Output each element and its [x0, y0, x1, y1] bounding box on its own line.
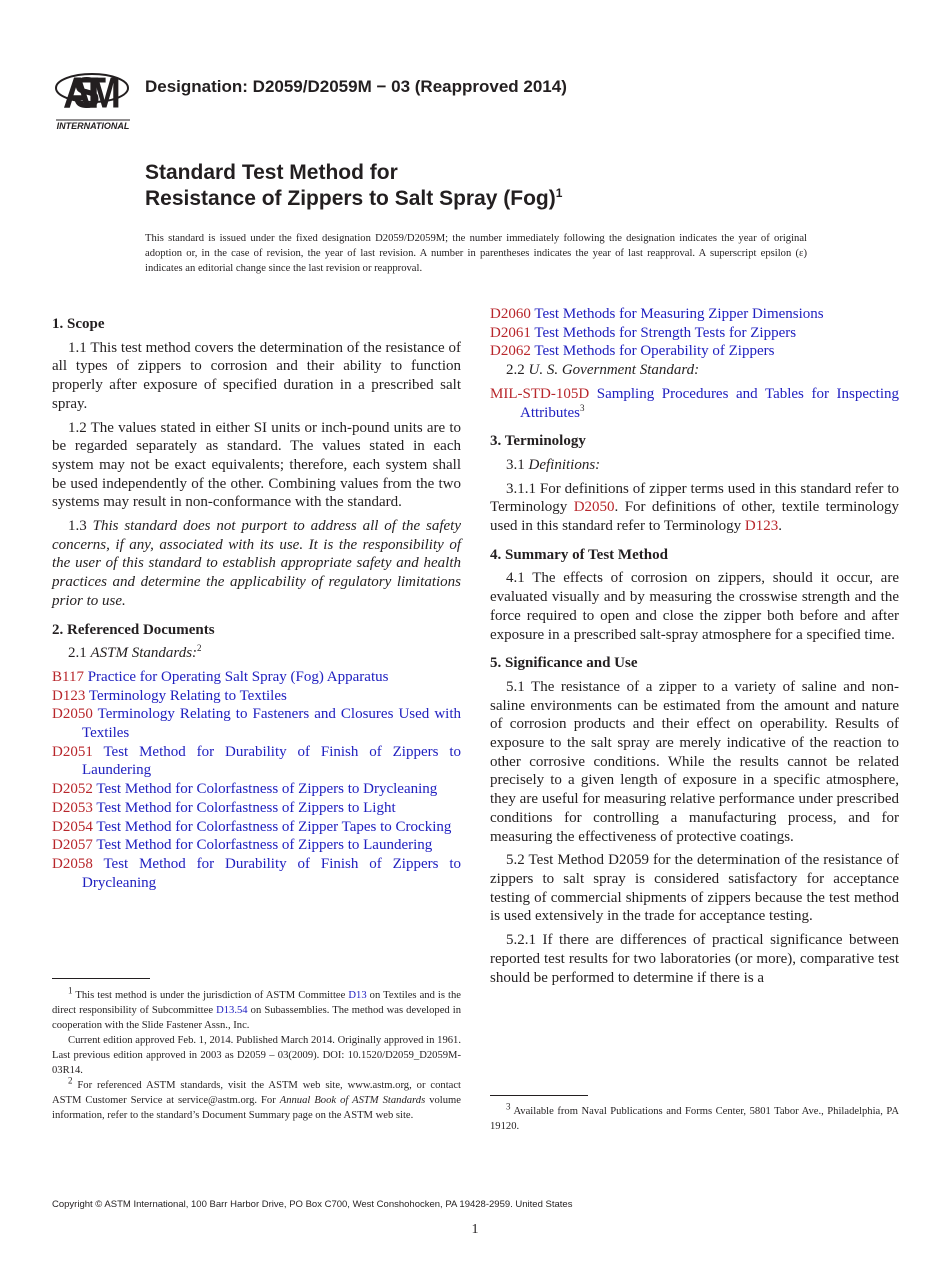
italic-text: ASTM Standards: [90, 645, 198, 662]
title-line-1: Standard Test Method for [145, 161, 398, 184]
reference-title-link[interactable]: Test Methods for Strength Tests for Zippers [530, 324, 797, 341]
footnote [52, 985, 461, 1033]
copyright: Copyright © ASTM International, 100 Barr Harbor Drive, PO Box C700, West Conshohocken, PA 19428-2959. United States [52, 1199, 573, 1210]
reference-item [52, 743, 461, 780]
section-heading [490, 432, 899, 451]
page-number: 1 [471, 1222, 479, 1237]
footnote-ref[interactable]: 2 [68, 1075, 73, 1086]
footnote [52, 1075, 461, 1123]
text-run: 1.1 This test method covers the determination of the resistance of all types of zippers to corrosion and their ability to function properly after exposure of specified duration in a prescribed salt spray. [52, 339, 461, 412]
footnote-divider-right [490, 1095, 588, 1096]
reference-item [52, 668, 461, 687]
footnotes-left [52, 985, 461, 1123]
footnote [52, 1033, 461, 1078]
reference-code-link[interactable]: B117 [52, 668, 84, 685]
astm-logo [52, 58, 134, 132]
italic-text: Annual Book of ASTM Standards [279, 1095, 426, 1106]
paragraph [490, 480, 899, 536]
reference-code-link[interactable]: D2050 [573, 499, 615, 516]
issuance-note: This standard is issued under the fixed designation D2059/D2059M; the number immediately following the designation indicates the year of original adoption or, in the case of revision, the year of last revision. A number in parentheses indicates the year of last reapproval. A superscript epsilon (ε) indicates an editorial change since the last revision or reapproval. [145, 233, 807, 274]
reference-title-link[interactable]: Practice for Operating Salt Spray (Fog) Apparatus [83, 668, 389, 685]
title-line-2: Resistance of Zippers to Salt Spray (Fog) [145, 187, 556, 210]
reference-item [490, 305, 899, 324]
section-heading [490, 654, 899, 673]
reference-code-link[interactable]: D2051 [52, 743, 93, 760]
reference-title-link[interactable]: Test Method for Durability of Finish of Zippers to Drycleaning [82, 855, 461, 891]
text-run: 5.2 Test Method D2059 for the determination of the resistance of zippers to salt spray is considered satisfactory for acceptance testing of commercial shipments of zippers because the test method is used extensively in the trade for acceptance testing. [490, 852, 899, 925]
title-footnote-ref[interactable]: 1 [555, 186, 563, 200]
reference-item [52, 687, 461, 706]
paragraph [52, 644, 461, 663]
text-run: 5. Significance and Use [490, 655, 638, 672]
italic-text: This standard does not purport to address all of the safety concerns, if any, associated with its use. It is the responsibility of the user of this standard to establish appropriate safety and health practices and determine the applicability of regulatory limitations prior to use. [52, 518, 462, 609]
paragraph [52, 517, 461, 611]
text-run: 1.3 [68, 518, 93, 535]
reference-title-link[interactable]: Test Method for Colorfastness of Zippers to Light [92, 799, 396, 816]
section-heading [52, 315, 461, 334]
section-heading [490, 546, 899, 565]
footnote-ref[interactable]: 3 [580, 402, 585, 413]
reference-item [52, 836, 461, 855]
paragraph [490, 456, 899, 475]
reference-code-link[interactable]: D2061 [490, 324, 531, 341]
text-run: 1. Scope [52, 316, 105, 332]
reference-code-link[interactable]: D2060 [490, 306, 531, 322]
reference-item [52, 818, 461, 837]
section-heading [52, 621, 461, 640]
reference-item [490, 385, 899, 422]
footnote-divider [52, 978, 150, 979]
reference-title-link[interactable]: Test Method for Colorfastness of Zippers to Drycleaning [92, 781, 438, 798]
reference-title-link[interactable]: Test Method for Colorfastness of Zipper Tapes to Crocking [92, 818, 452, 835]
text-run: Available from Naval Publications and Forms Center, 5801 Tabor Ave., Philadelphia, PA 19120. [490, 1106, 899, 1132]
reference-title-link[interactable]: D13.54 [216, 1005, 248, 1016]
reference-item [52, 799, 461, 818]
reference-title-link[interactable]: Terminology Relating to Textiles [85, 687, 287, 704]
text-run: 5.2.1 If there are differences of practical significance between reported test results for two laboratories (or more), comparative test should be performed to determine if there is a [490, 932, 899, 986]
text-run: 3. Terminology [490, 433, 586, 450]
reference-code-link[interactable]: D2057 [52, 837, 93, 854]
right-column [490, 305, 899, 992]
text-run: 2.1 [68, 645, 91, 662]
svg-text:ASTM: ASTM [63, 67, 121, 117]
paragraph [490, 851, 899, 926]
reference-code-link[interactable]: D123 [52, 687, 86, 704]
footnote-ref[interactable]: 2 [197, 643, 202, 654]
reference-item [52, 780, 461, 799]
reference-code-link[interactable]: D2062 [490, 343, 531, 360]
text-run: 3.1 [506, 456, 529, 473]
text-run: on Subassemblies. The method was developed in cooperation with the Slide Fastener Assn., Inc. [52, 1005, 461, 1031]
reference-code-link[interactable]: D2054 [52, 818, 93, 835]
reference-code-link[interactable]: D2053 [52, 799, 93, 816]
left-column [52, 305, 461, 892]
reference-item [52, 855, 461, 892]
reference-code-link[interactable]: D2058 [52, 855, 93, 872]
text-run: . [778, 518, 782, 535]
text-run: 5.1 The resistance of a zipper to a variety of saline and non-saline environments can be estimated from the amount and nature of corrosion products and their effect on operability. Results of exposure to the salt spray are merely indicative of the reaction to other corrosive conditions. While the results cannot be related precisely to a given length of exposure in a specific atmosphere, they are useful for measuring relative performance under prescribed conditions for controlling a manufacturing process, and for measuring the effectiveness of protective coatings. [490, 678, 899, 845]
reference-title-link[interactable]: Test Methods for Measuring Zipper Dimensions [530, 306, 824, 322]
footnote-ref[interactable]: 1 [68, 985, 73, 996]
text-run: 4.1 The effects of corrosion on zippers, should it occur, are evaluated visually and by measuring the crosswise strength and the force required to open and close the zipper both before and after exposure in a prescribed salt-spray atmosphere for a specified time. [490, 570, 899, 643]
reference-code-link[interactable]: D2052 [52, 781, 93, 798]
reference-title-link[interactable]: Terminology Relating to Fasteners and Closures Used with Textiles [82, 706, 461, 742]
text-run: . For definitions of other, textile terminology used in this standard refer to Terminology [490, 499, 899, 535]
reference-title-link[interactable]: Test Method for Durability of Finish of Zippers to Laundering [82, 743, 461, 779]
italic-text: Definitions: [528, 456, 601, 473]
paragraph [490, 931, 899, 987]
paragraph [52, 339, 461, 414]
paragraph [490, 361, 899, 380]
svg-text:INTERNATIONAL: INTERNATIONAL [56, 121, 130, 131]
italic-text: U. S. Government Standard: [528, 362, 700, 379]
paragraph [52, 419, 461, 513]
text-run: 2. Referenced Documents [52, 621, 215, 638]
reference-title-link[interactable]: D13 [348, 990, 367, 1001]
designation: Designation: D2059/D2059M − 03 (Reapproved 2014) [145, 77, 567, 96]
reference-title-link[interactable]: Sampling Procedures and Tables for Inspecting Attributes [520, 385, 899, 421]
text-run: on Textiles and is the direct responsibility of Subcommittee [52, 990, 461, 1016]
reference-code-link[interactable]: D2050 [52, 706, 93, 723]
text-run: For referenced ASTM standards, visit the ASTM web site, www.astm.org, or contact ASTM Customer Service at service@astm.org. For [52, 1080, 461, 1106]
text-run: 3.1.1 For definitions of zipper terms used in this standard refer to Terminology [490, 480, 899, 516]
text-run: 1.2 The values stated in either SI units or inch-pound units are to be regarded separately as standard. The values stated in each system may not be exact equivalents; therefore, each system shall be used independently of the other. Combining values from the two systems may result in non-conformance with the standard. [52, 419, 461, 511]
text-run: volume information, refer to the standard’s Document Summary page on the ASTM web site. [52, 1095, 461, 1121]
reference-title-link[interactable]: Test Methods for Operability of Zippers [530, 343, 775, 360]
text-run: This test method is under the jurisdiction of ASTM Committee [72, 990, 349, 1001]
paragraph [490, 678, 899, 846]
footnote-ref[interactable]: 3 [506, 1101, 511, 1112]
reference-title-link[interactable]: Test Method for Colorfastness of Zippers to Laundering [92, 837, 433, 854]
footnote [490, 1101, 899, 1134]
reference-item [52, 705, 461, 742]
reference-item [490, 324, 899, 343]
text-run: 2.2 [506, 362, 529, 379]
text-run: Current edition approved Feb. 1, 2014. Published March 2014. Originally approved in 1961. Last previous edition approved in 2003 as D2059 – 03(2009). DOI: 10.1520/D2059_D2059M-03R14. [52, 1035, 461, 1076]
footnotes-right [490, 1101, 899, 1134]
paragraph [490, 569, 899, 644]
reference-code-link[interactable]: D123 [744, 518, 779, 535]
text-run: 4. Summary of Test Method [490, 546, 668, 563]
document-title [145, 160, 562, 212]
reference-item [490, 342, 899, 361]
reference-code-link[interactable]: MIL-STD-105D [490, 385, 590, 402]
